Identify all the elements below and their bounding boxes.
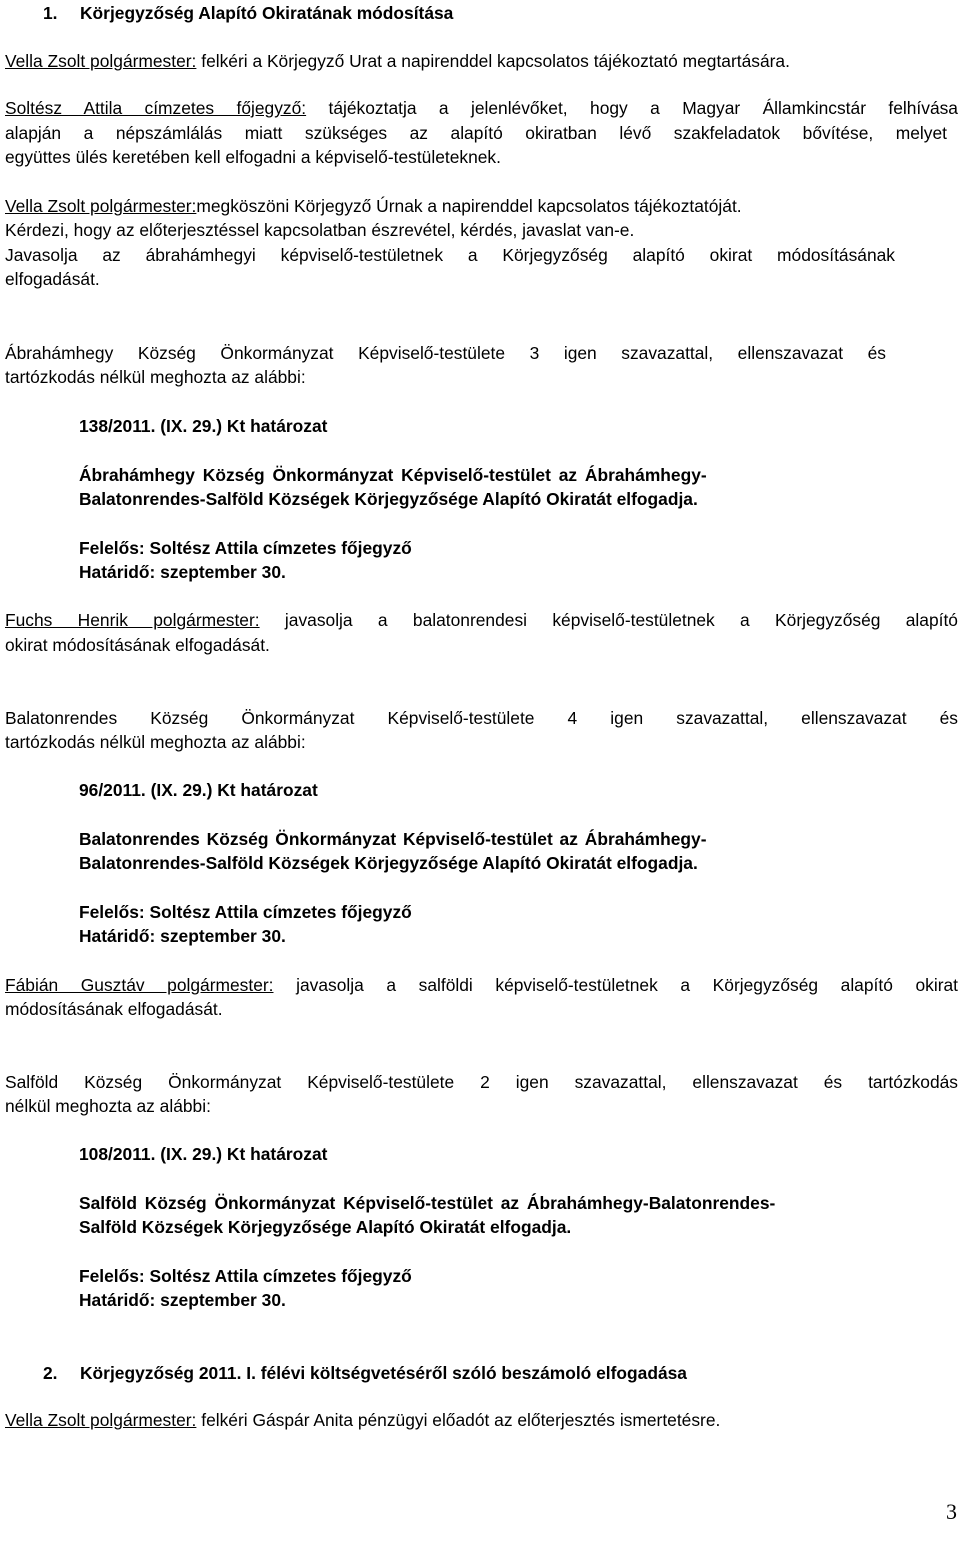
resolution-3-responsible: Felelős: Soltész Attila címzetes főjegyző [79,1266,412,1286]
resolution-1-title: 138/2011. (IX. 29.) Kt határozat [79,416,328,436]
paragraph-3-line-3: Javasolja az ábrahámhegyi képviselő-testületnek a Körjegyzőség alapító okirat módosításának [5,245,895,265]
section-1-title: Körjegyzőség Alapító Okiratának módosítása [80,3,454,23]
paragraph-text: megköszöni Körjegyző Úrnak a napirenddel kapcsolatos tájékoztatóját. [196,196,742,216]
paragraph-text: tájékoztatja a jelenlévőket, hogy a Magyar Államkincstár felhívása [328,98,958,118]
resolution-2-responsible: Felelős: Soltész Attila címzetes főjegyző [79,902,412,922]
resolution-3-line-2: Salföld Községek Körjegyzősége Alapító Okiratát elfogadja. [79,1217,572,1237]
vote-1-line-1: Ábrahámhegy Község Önkormányzat Képviselő-testülete 3 igen szavazattal, ellenszavazat és [5,343,886,363]
paragraph-text: javasolja a balatonrendesi képviselő-testületnek a Körjegyzőség alapító [284,610,958,630]
resolution-2-deadline: Határidő: szeptember 30. [79,926,286,946]
speaker-name: Fábián Gusztáv polgármester: [5,975,274,995]
paragraph-3-line-1 [5,194,742,218]
speaker-name: Vella Zsolt polgármester: [5,196,197,216]
resolution-1-responsible: Felelős: Soltész Attila címzetes főjegyző [79,538,412,558]
paragraph-text: felkéri Gáspár Anita pénzügyi előadót az előterjesztés ismertetésre. [201,1410,721,1430]
paragraph-2-line-1 [5,96,958,120]
paragraph-4-line-2: okirat módosításának elfogadását. [5,635,270,655]
paragraph-5-line-1 [5,973,958,997]
resolution-1-line-2: Balatonrendes-Salföld Községek Körjegyzősége Alapító Okiratát elfogadja. [79,489,698,509]
speaker-name: Fuchs Henrik polgármester: [5,610,260,630]
resolution-1-line-1: Ábrahámhegy Község Önkormányzat Képviselő-testület az Ábrahámhegy- [79,465,707,485]
resolution-2-line-2: Balatonrendes-Salföld Községek Körjegyzősége Alapító Okiratát elfogadja. [79,853,698,873]
paragraph-3-line-2: Kérdezi, hogy az előterjesztéssel kapcsolatban észrevétel, kérdés, javaslat van-e. [5,220,635,240]
vote-2-line-1: Balatonrendes Község Önkormányzat Képviselő-testülete 4 igen szavazattal, ellenszavazat és [5,708,958,728]
section-2-heading [43,1361,943,1385]
page-number: 3 [946,1499,957,1524]
resolution-1-deadline: Határidő: szeptember 30. [79,562,286,582]
speaker-name: Vella Zsolt polgármester: [5,1410,197,1430]
resolution-3-deadline: Határidő: szeptember 30. [79,1290,286,1310]
vote-1-line-2: tartózkodás nélkül meghozta az alábbi: [5,367,306,387]
paragraph-text: felkéri a Körjegyző Urat a napirenddel kapcsolatos tájékoztató megtartására. [201,51,790,71]
paragraph-1 [5,49,790,73]
section-2-number: 2. [43,1363,58,1383]
section-1-heading [43,1,943,25]
paragraph-6 [5,1408,720,1432]
resolution-3-title: 108/2011. (IX. 29.) Kt határozat [79,1144,328,1164]
resolution-3-line-1: Salföld Község Önkormányzat Képviselő-testület az Ábrahámhegy-Balatonrendes- [79,1193,776,1213]
section-1-number: 1. [43,3,58,23]
paragraph-2-line-2: alapján a népszámlálás miatt szükséges az alapító okiratban lévő szakfeladatok bővítése, melyet [5,123,947,143]
speaker-name: Vella Zsolt polgármester: [5,51,197,71]
paragraph-5-line-2: módosításának elfogadását. [5,999,223,1019]
resolution-2-title: 96/2011. (IX. 29.) Kt határozat [79,780,318,800]
section-2-title: Körjegyzőség 2011. I. félévi költségvetéséről szóló beszámoló elfogadása [80,1363,687,1383]
paragraph-4-line-1 [5,608,958,632]
vote-3-line-1: Salföld Község Önkormányzat Képviselő-testülete 2 igen szavazattal, ellenszavazat és tartózkodás [5,1072,958,1092]
resolution-2-line-1: Balatonrendes Község Önkormányzat Képviselő-testület az Ábrahámhegy- [79,829,707,849]
vote-3-line-2: nélkül meghozta az alábbi: [5,1096,211,1116]
speaker-name: Soltész Attila címzetes főjegyző: [5,98,307,118]
vote-2-line-2: tartózkodás nélkül meghozta az alábbi: [5,732,306,752]
paragraph-3-line-4: elfogadását. [5,269,100,289]
paragraph-text: javasolja a salföldi képviselő-testületnek a Körjegyzőség alapító okirat [296,975,958,995]
paragraph-2-line-3: együttes ülés keretében kell elfogadni a képviselő-testületeknek. [5,147,501,167]
